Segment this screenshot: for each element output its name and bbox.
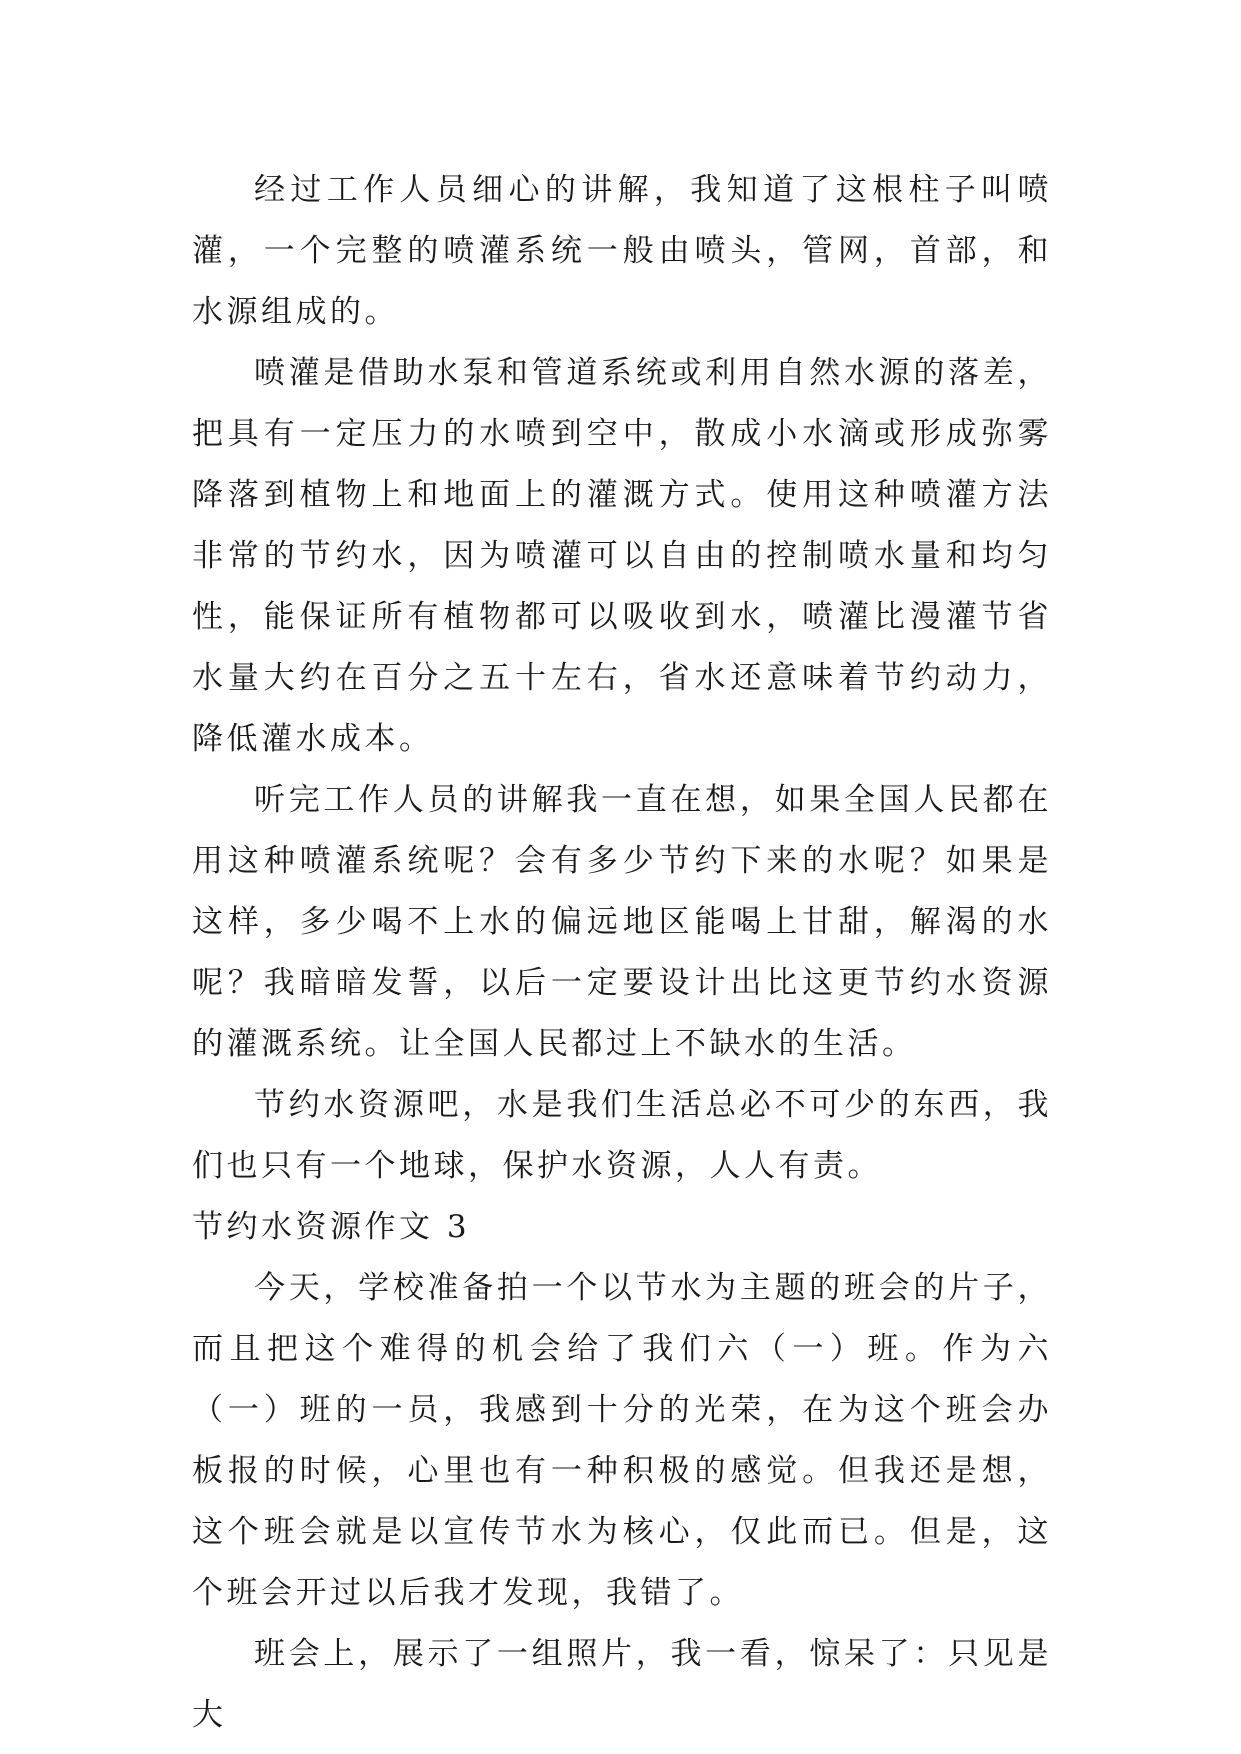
paragraph-conclusion: 节约水资源吧，水是我们生活总必不可少的东西，我们也只有一个地球，保护水资源，人人有责。 [192, 1087, 1052, 1184]
section-title: 节约水资源作文 3 [192, 1209, 471, 1245]
paragraph-sprinkler-intro: 经过工作人员细心的讲解，我知道了这根柱子叫喷灌，一个完整的喷灌系统一般由喷头，管网，首部，和水源组成的。 [192, 172, 1052, 330]
paragraph-photos: 班会上，展示了一组照片，我一看，惊呆了：只见是大 [192, 1636, 1052, 1733]
document-body [192, 160, 1052, 1746]
paragraph-sprinkler-definition: 喷灌是借助水泵和管道系统或利用自然水源的落差，把具有一定压力的水喷到空中，散成小水滴或形成弥雾降落到植物上和地面上的灌溉方式。使用这种喷灌方法非常的节约水，因为喷灌可以自由的控制喷水量和均匀性，能保证所有植物都可以吸收到水，喷灌比漫灌节省水量大约在百分之五十左右，省水还意味着节约动力，降低灌水成本。 [192, 355, 1052, 757]
paragraph-class-meeting: 今天，学校准备拍一个以节水为主题的班会的片子，而且把这个难得的机会给了我们六（一）班。作为六（一）班的一员，我感到十分的光荣，在为这个班会办板报的时候，心里也有一种积极的感觉。但我还是想，这个班会就是以宣传节水为核心，仅此而已。但是，这个班会开过以后我才发现，我错了。 [192, 1270, 1052, 1611]
paragraph-reflection: 听完工作人员的讲解我一直在想，如果全国人民都在用这种喷灌系统呢？会有多少节约下来的水呢？如果是这样，多少喝不上水的偏远地区能喝上甘甜，解渴的水呢？我暗暗发誓，以后一定要设计出比这更节约水资源的灌溉系统。让全国人民都过上不缺水的生活。 [192, 782, 1052, 1062]
